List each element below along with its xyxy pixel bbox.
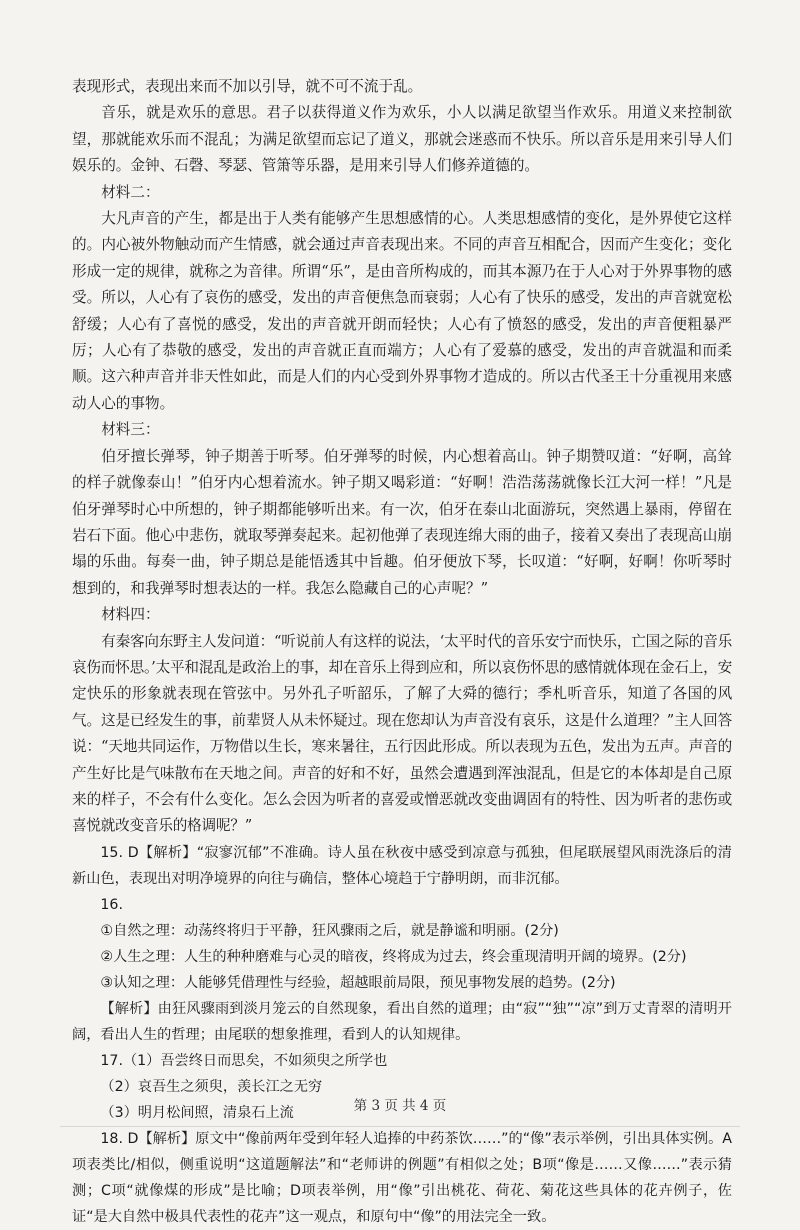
answer-17-2: （2）哀吾生之须臾，羡长江之无穷 <box>100 1078 323 1095</box>
divider <box>60 1126 740 1127</box>
section-heading: 材料三： <box>101 421 160 439</box>
paragraph: 伯牙擅长弹琴，钟子期善于听琴。伯牙弹琴的时候，内心想着高山。钟子期赞叹道：“好啊，高耸的样子就像泰山！”伯牙内心想着流水。钟子期又喝彩道：“好啊！浩浩荡荡就像长江大河一样！”凡是伯牙弹琴时心中所想的，钟子期都能够听出来。有一次，伯牙在泰山北面游玩，突然遇上暴雨，停留在岩石下面。他心中悲伤，就取琴弹奏起来。起初他弹了表现连绵大雨的曲子，接着又奏出了表现高山崩塌的乐曲。每奏一曲，钟子期总是能悟透其中旨趣。伯牙便放下琴，长叹道：“好啊，好啊！你听琴时想到的，和我弹琴时想表达的一样。我怎么隐藏自己的心声呢？” <box>72 447 732 597</box>
paragraph: 音乐，就是欢乐的意思。君子以获得道义作为欢乐，小人以满足欲望当作欢乐。用道义来控制欲望，那就能欢乐而不混乱；为满足欲望而忘记了道义，那就会迷惑而不快乐。所以音乐是用来引导人们娱乐的。金钟、石磬、琴瑟、管箫等乐器，是用来引导人们修养道德的。 <box>72 104 732 175</box>
answer-16-item-3: ③认知之理：人能够凭借理性与经验，超越眼前局限，预见事物发展的趋势。(2分) <box>100 974 616 991</box>
answer-16-item-1: ①自然之理：动荡终将归于平静，狂风骤雨之后，就是静谧和明丽。(2分) <box>100 922 559 939</box>
paragraph: 有秦客向东野主人发问道：“听说前人有这样的说法，‘太平时代的音乐安宁而快乐，亡国之际的音乐哀伤而怀思。’太平和混乱是政治上的事，却在音乐上得到应和，所以哀伤怀思的感情就体现在金石上，安定快乐的形象就表现在管弦中。另外孔子听韶乐，了解了大舜的德行；季札听音乐，知道了各国的风气。这是已经发生的事，前辈贤人从未怀疑过。现在您却认为声音没有哀乐，这是什么道理？”主人回答说：“天地共同运作，万物借以生长，寒来暑往，五行因此形成。所以表现为五色，发出为五声。声音的产生好比是气味散布在天地之间。声音的好和不好，虽然会遭遇到浑浊混乱，但是它的本体却是自己原来的样子，不会有什么变化。怎么会因为听者的喜爱或憎恶就改变曲调固有的特性、因为听者的悲伤或喜悦就改变音乐的格调呢？” <box>72 632 732 835</box>
paragraph: 表现形式，表现出来而不加以引导，就不可不流于乱。 <box>72 78 423 95</box>
answer-17-3: （3）明月松间照，清泉石上流 <box>100 1104 294 1121</box>
answer-16-item-2: ②人生之理：人生的种种磨难与心灵的暗夜，终将成为过去，终会重现清明开阔的境界。(2分) <box>100 948 687 965</box>
answer-section <box>72 840 732 1230</box>
paragraph: 大凡声音的产生，都是出于人类有能够产生思想感情的心。人类思想感情的变化，是外界使它这样的。内心被外物触动而产生情感，就会通过声音表现出来。不同的声音互相配合，因而产生变化；变化形成一定的规律，就称之为音律。所谓“乐”，是由音所构成的，而其本源乃在于人心对于外界事物的感受。所以，人心有了哀伤的感受，发出的声音便焦急而衰弱；人心有了快乐的感受，发出的声音就宽松舒缓；人心有了喜悦的感受，发出的声音就开朗而轻快；人心有了愤怒的感受，发出的声音便粗暴严厉；人心有了恭敬的感受，发出的声音就正直而端方；人心有了爱慕的感受，发出的声音就温和而柔顺。这六种声音并非天性如此，而是人们的内心受到外界事物才造成的。所以古代圣王十分重视用来感动人心的事物。 <box>72 210 732 412</box>
section-heading: 材料四： <box>101 606 160 624</box>
answer-15: 15. D【解析】“寂寥沉郁”不准确。诗人虽在秋夜中感受到凉意与孤独，但尾联展望风雨洗涤后的清新山色，表现出对明净境界的向往与确信，整体心境趋于宁静明朗，而非沉郁。 <box>72 844 732 887</box>
answer-16-explanation: 【解析】由狂风骤雨到淡月笼云的自然现象，看出自然的道理；由“寂”“独”“凉”到万丈青翠的清明开阔，看出人生的哲理；由尾联的想象推理，看到人的认知规律。 <box>72 1000 732 1043</box>
answer-18: 18. D【解析】原文中“像前两年受到年轻人追捧的中药茶饮……”的“像”表示举例，引出具体实例。A项表类比/相似，侧重说明“这道题解法”和“老师讲的例题”有相似之处；B项“像是……又像……”表示猜测；C项“就像煤的形成”是比喻；D项表举例，用“像”引出桃花、荷花、菊花这些具体的花卉例子，佐证“是大自然中极具代表性的花卉”这一观点，和原句中“像”的用法完全一致。 <box>72 1130 732 1225</box>
section-heading: 材料二： <box>101 183 160 201</box>
answer-16-number: 16. <box>100 896 123 913</box>
page-number: 第 3 页 共 4 页 <box>353 1098 447 1114</box>
answer-17-1: 17.（1）吾尝终日而思矣，不如须臾之所学也 <box>100 1052 388 1069</box>
